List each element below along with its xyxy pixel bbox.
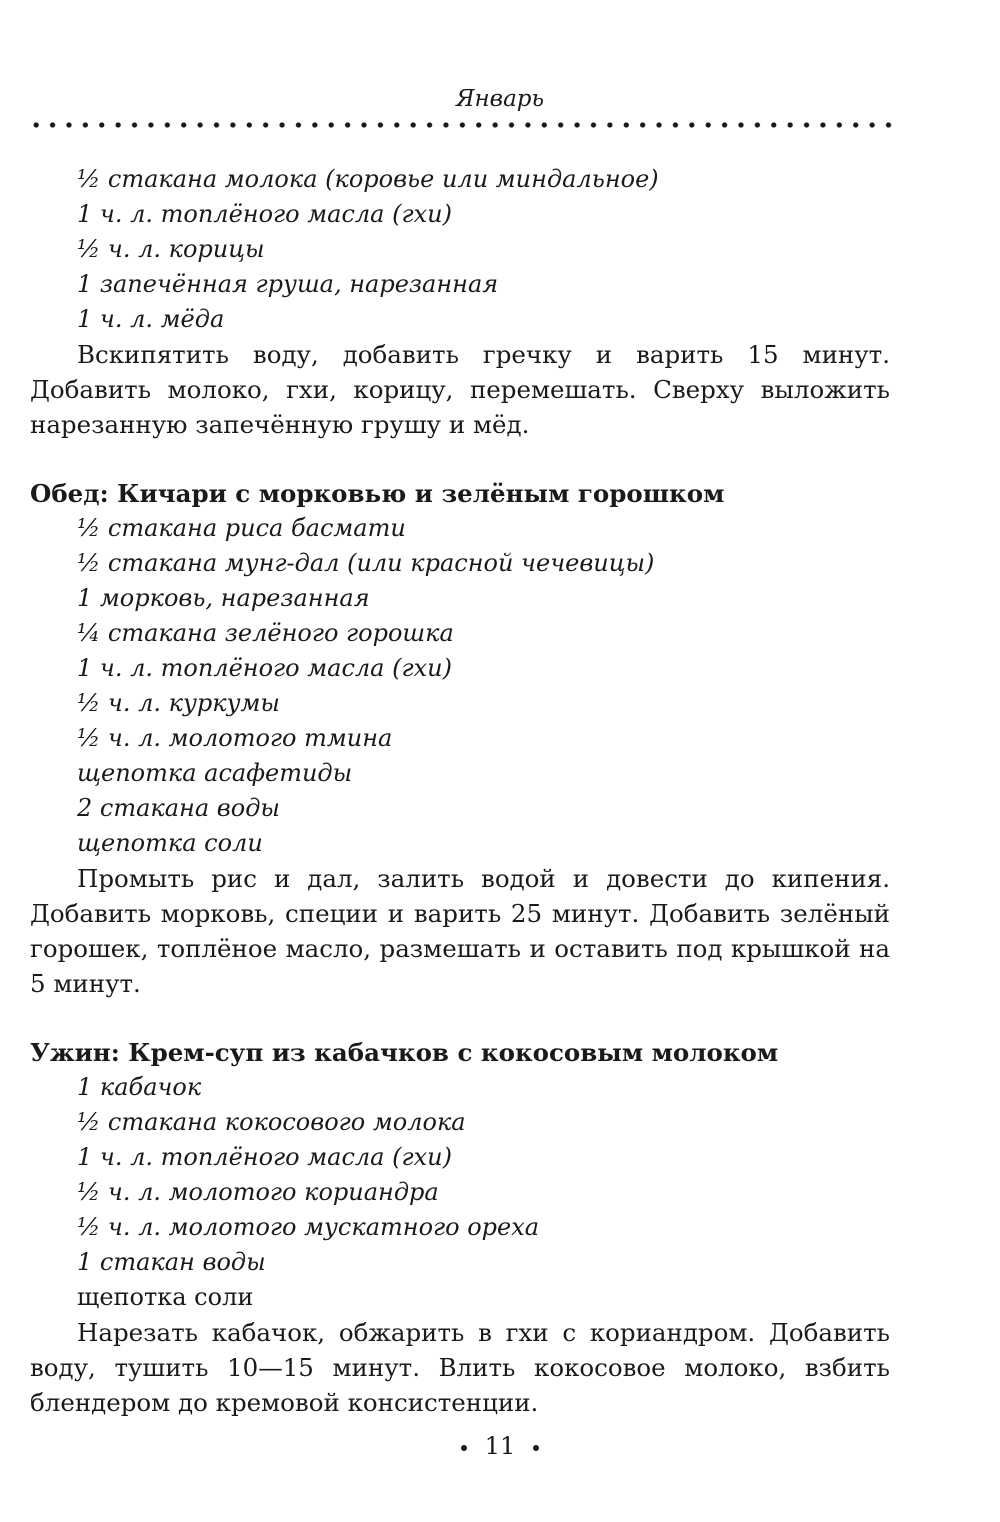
instructions-paragraph: Промыть рис и дал, залить водой и довести до кипения. Добавить морковь, специи и варить 25 минут. Добавить зелёный горошек, топлёное масло, размешать и оставить под крышкой на 5 минут. bbox=[30, 864, 890, 998]
recipe-title: Обед: Кичари с морковью и зелёным горошком bbox=[30, 479, 725, 508]
ingredient-line: ½ стакана риса басмати bbox=[77, 514, 406, 542]
lunch-recipe bbox=[30, 476, 890, 1001]
bullet-ornament bbox=[533, 1445, 539, 1451]
ingredient-line: 1 ч. л. мёда bbox=[77, 305, 225, 333]
ingredient-line: 2 стакана воды bbox=[77, 794, 280, 822]
ingredient-line: ½ стакана кокосового молока bbox=[77, 1108, 466, 1136]
ingredient-line: 1 стакан воды bbox=[77, 1248, 266, 1276]
ingredient-line: 1 запечённая груша, нарезанная bbox=[77, 270, 499, 298]
instructions-paragraph: Вскипятить воду, добавить гречку и варить 15 минут. Добавить молоко, гхи, корицу, перемешать. Сверху выложить нарезанную запечённую грушу и мёд. bbox=[30, 340, 890, 439]
ingredient-line: 1 ч. л. топлёного масла (гхи) bbox=[77, 1143, 452, 1171]
ingredient-line: ½ ч. л. куркумы bbox=[77, 689, 280, 717]
ingredient-line: ½ ч. л. корицы bbox=[77, 235, 265, 263]
bullet-ornament bbox=[461, 1445, 467, 1451]
ingredient-line: ½ стакана молока (коровье или миндальное) bbox=[77, 165, 659, 193]
ingredient-line: щепотка соли bbox=[77, 829, 263, 857]
breakfast-continuation bbox=[30, 162, 890, 442]
section-gap bbox=[30, 442, 890, 476]
ingredient-line: ½ стакана мунг-дал (или красной чечевицы) bbox=[77, 549, 655, 577]
section-gap bbox=[30, 1001, 890, 1035]
ingredient-line: ½ ч. л. молотого кориандра bbox=[77, 1178, 439, 1206]
ingredient-line: 1 морковь, нарезанная bbox=[77, 584, 370, 612]
ingredient-line: ½ ч. л. молотого мускатного ореха bbox=[77, 1213, 540, 1241]
instructions-paragraph: Нарезать кабачок, обжарить в гхи с кориандром. Добавить воду, тушить 10—15 минут. Влить кокосовое молоко, взбить блендером до кремовой консистенции. bbox=[30, 1318, 890, 1417]
running-head: Январь bbox=[455, 86, 545, 112]
ingredient-line: 1 ч. л. топлёного масла (гхи) bbox=[77, 200, 452, 228]
recipe-title: Ужин: Крем-суп из кабачков с кокосовым молоком bbox=[30, 1038, 779, 1067]
dotted-rule bbox=[28, 120, 900, 130]
ingredient-line: ½ ч. л. молотого тмина bbox=[77, 724, 393, 752]
dinner-recipe bbox=[30, 1035, 890, 1420]
ingredient-line: щепотка асафетиды bbox=[77, 759, 353, 787]
page-footer bbox=[0, 1432, 1000, 1460]
ingredient-line: ¼ стакана зелёного горошка bbox=[77, 619, 454, 647]
ingredient-line: щепотка соли bbox=[77, 1283, 254, 1311]
ingredient-line: 1 кабачок bbox=[77, 1073, 202, 1101]
page-content bbox=[30, 162, 890, 1420]
ingredient-line: 1 ч. л. топлёного масла (гхи) bbox=[77, 654, 452, 682]
page-number: 11 bbox=[484, 1432, 516, 1460]
